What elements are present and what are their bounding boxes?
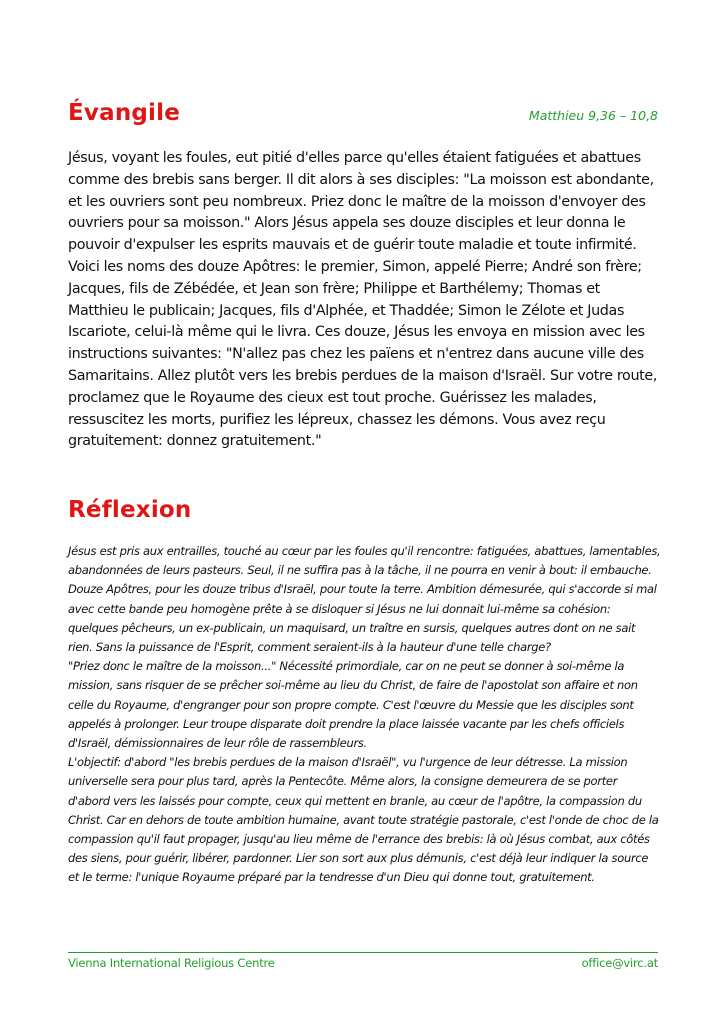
reflection-title: Réflexion [68,497,192,523]
reflection-paragraph: L'objectif: d'abord "les brebis perdues de la maison d'Israël", vu l'urgence de leur détresse. La mission universelle sera pour plus tard, après la Pentecôte. Même alors, la consigne demeurera de se porter d'abord vers les laissés pour compte, ceux qui mettent en branle, au cœur de l'apôtre, la compassion du Christ. Car en dehors de toute ambition humaine, avant toute stratégie pastorale, c'est l'onde de choc de la compassion qu'il faut propager, jusqu'au lieu même de l'errance des brebis: là où Jésus combat, aux côtés des siens, pour guérir, libérer, pardonner. Lier son sort aux plus démunis, c'est déjà leur indiquer la source et le terme: l'unique Royaume préparé par la tendresse d'un Dieu qui donne tout, gratuitement. [68,755,659,885]
reflection-header [68,497,658,523]
footer-divider [68,952,658,953]
reflection-paragraph: Jésus est pris aux entrailles, touché au cœur par les foules qu'il rencontre: fatiguées, abattues, lamentables, abandonnées de leurs pasteurs. Seul, il ne suffira pas à la tâche, il ne pourra en venir à bout: il embauche. Douze Apôtres, pour les douze tribus d'Israël, pour toute la terre. Ambition démesurée, qui s'accorde si mal avec cette bande peu homogène prête à se disloquer si Jésus ne lui donnait lui-même sa cohésion: quelques pêcheurs, un ex-publicain, un maquisard, un traître en sursis, quelques autres dont on ne sait rien. Sans la puissance de l'Esprit, comment seraient-ils à la hauteur d'une telle charge? [68,544,661,655]
reflection-text [68,542,662,888]
gospel-title: Évangile [68,100,181,126]
gospel-header [68,100,658,126]
scripture-reference: Matthieu 9,36 – 10,8 [528,108,658,123]
footer-organization: Vienna International Religious Centre [68,956,275,970]
reflection-paragraph: "Priez donc le maître de la moisson..." Nécessité primordiale, car on ne peut se donner à soi-même la mission, sans risquer de se prêcher soi-même au lieu du Christ, de faire de l'apostolat son affaire et non celle du Royaume, d'engranger pour son propre compte. C'est l'œuvre du Messie que les disciples sont appelés à prolonger. Leur troupe disparate doit prendre la place laissée vacante par les chefs officiels d'Israël, démissionnaires de leur rôle de rassembleurs. [68,659,638,751]
gospel-text: Jésus, voyant les foules, eut pitié d'elles parce qu'elles étaient fatiguées et abattues comme des brebis sans berger. Il dit alors à ses disciples: "La moisson est abondante, et les ouvriers sont peu nombreux. Priez donc le maître de la moisson d'envoyer des ouvriers pour sa moisson." Alors Jésus appela ses douze disciples et leur donna le pouvoir d'expulser les esprits mauvais et de guérir toute maladie et toute infirmité. Voici les noms des douze Apôtres: le premier, Simon, appelé Pierre; André son frère; Jacques, fils de Zébédée, et Jean son frère; Philippe et Barthélemy; Thomas et Matthieu le publicain; Jacques, fils d'Alphée, et Thaddée; Simon le Zélote et Judas Iscariote, celui-là même qui le livra. Ces douze, Jésus les envoya en mission avec les instructions suivantes: "N'allez pas chez les païens et n'entrez dans aucune ville des Samaritains. Allez plutôt vers les brebis perdues de la maison d'Israël. Sur votre route, proclamez que le Royaume des cieux est tout proche. Guérissez les malades, ressuscitez les morts, purifiez les lépreux, chassez les démons. Vous avez reçu gratuitement: donnez gratuitement." [68,150,658,450]
footer [68,956,658,970]
footer-email-link[interactable]: office@virc.at [581,956,658,970]
